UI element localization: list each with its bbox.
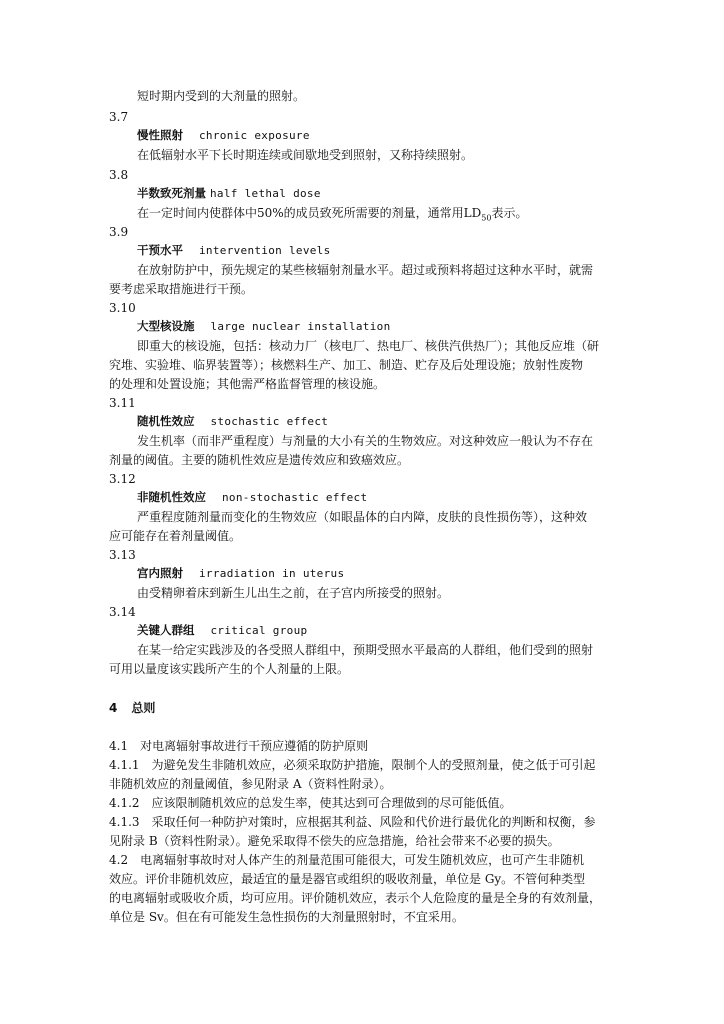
term-en: irradiation in uterus (199, 567, 345, 580)
term-zh: 随机性效应 (137, 414, 195, 428)
text-line: 即重大的核设施，包括：核动力厂（核电厂、热电厂、核供汽供热厂）；其他反应堆（研 (137, 339, 600, 353)
section-number: 4 (109, 701, 118, 715)
text-line: 4.1 对电离辐射事故进行干预应遵循的防护原则 (109, 739, 369, 753)
text-line: 严重程度随剂量而变化的生物效应（如眼晶体的白内障，皮肤的良性损伤等），这种效 (137, 510, 588, 524)
text-line: 单位是 Sv。但在有可能发生急性损伤的大剂量照射时，不宜采用。 (109, 910, 464, 924)
text-line: 非随机效应的剂量阈值，参见附录 A（资料性附录）。 (109, 777, 392, 791)
text-line: 剂量的阈值。主要的随机性效应是遗传效应和致癌效应。 (109, 453, 410, 467)
term-heading (137, 243, 331, 258)
clause-number: 3.14 (109, 605, 136, 619)
term-heading (137, 186, 321, 201)
term-heading (137, 128, 310, 143)
term-heading (137, 566, 344, 581)
text-line: 4.1.3 采取任何一种防护对策时，应根据其利益、风险和代价进行最优化的判断和权衡，参 (109, 815, 596, 829)
term-heading (137, 623, 307, 638)
clause-number: 3.7 (109, 110, 129, 124)
text-line: 的电离辐射或吸收介质，均可应用。评价随机效应，表示个人危险度的量是全身的有效剂量， (109, 891, 602, 905)
term-zh: 宫内照射 (137, 566, 183, 580)
text-line: 在低辐射水平下长时期连续或间歇地受到照射，又称持续照射。 (137, 148, 474, 162)
section-title: 总则 (131, 701, 156, 715)
term-zh: 非随机性效应 (137, 490, 206, 504)
term-zh: 慢性照射 (137, 128, 183, 142)
text-line: 4.2 电离辐射事故时对人体产生的剂量范围可能很大，可发生随机效应，也可产生非随机 (109, 853, 585, 867)
text-line: 究堆、实验堆、临界装置等）；核燃料生产、加工、制造、贮存及后处理设施；放射性废物 (109, 358, 584, 372)
term-zh: 关键人群组 (137, 623, 195, 637)
term-zh: 干预水平 (137, 243, 183, 257)
term-zh: 半数致死剂量 (137, 186, 206, 200)
text-line: 效应。评价非随机效应，最适宜的量是器官或组织的吸收剂量，单位是 Gy。不管何种类型 (109, 872, 586, 886)
term-en: stochastic effect (210, 415, 329, 428)
term-heading (137, 414, 328, 429)
term-en: half lethal dose (210, 187, 321, 200)
text-line: 应可能存在着剂量阈值。 (109, 529, 242, 543)
text-line: 可用以量度该实践所产生的个人剂量的上限。 (109, 662, 350, 676)
clause-number: 3.10 (109, 301, 136, 315)
text-line: 发生机率（而非严重程度）与剂量的大小有关的生物效应。对这种效应一般认为不存在 (137, 434, 594, 448)
text-line (137, 206, 527, 225)
text-line: 短时期内受到的大剂量的照射。 (137, 89, 306, 103)
term-en: intervention levels (199, 244, 331, 257)
term-zh: 大型核设施 (137, 319, 195, 333)
term-en: large nuclear installation (210, 320, 391, 333)
text-line: 的处理和处置设施；其他需严格监督管理的核设施。 (109, 377, 386, 391)
clause-number: 3.12 (109, 472, 136, 486)
term-en: non-stochastic effect (222, 491, 368, 504)
text-line: 要考虑采取措施进行干预。 (109, 282, 254, 296)
term-heading (137, 490, 367, 505)
term-en: chronic exposure (199, 129, 310, 142)
clause-number: 3.9 (109, 225, 129, 239)
term-heading (137, 319, 391, 334)
text-segment: 表示。 (491, 206, 528, 220)
clause-number: 3.13 (109, 548, 136, 562)
text-line: 在放射防护中，预先规定的某些核辐射剂量水平。超过或预料将超过这种水平时，就需 (137, 263, 594, 277)
text-segment: 在一定时间内使群体中50%的成员致死所需要的剂量，通常用LD (137, 206, 482, 220)
subscript: 50 (481, 213, 492, 223)
text-line: 由受精卵着床到新生儿出生之前，在子宫内所接受的照射。 (137, 586, 450, 600)
text-line: 4.1.1 为避免发生非随机效应，必须采取防护措施，限制个人的受照剂量，使之低于可引起 (109, 758, 596, 772)
clause-number: 3.8 (109, 168, 129, 182)
section-heading (109, 701, 155, 716)
term-en: critical group (210, 624, 308, 637)
text-line: 在某一给定实践涉及的各受照人群组中，预期受照水平最高的人群组，他们受到的照射 (137, 643, 594, 657)
clause-number: 3.11 (109, 396, 136, 410)
text-line: 见附录 B（资料性附录）。避免采取得不偿失的应急措施，给社会带来不必要的损失。 (109, 834, 560, 848)
text-line: 4.1.2 应该限制随机效应的总发生率，使其达到可合理做到的尽可能低值。 (109, 796, 512, 810)
